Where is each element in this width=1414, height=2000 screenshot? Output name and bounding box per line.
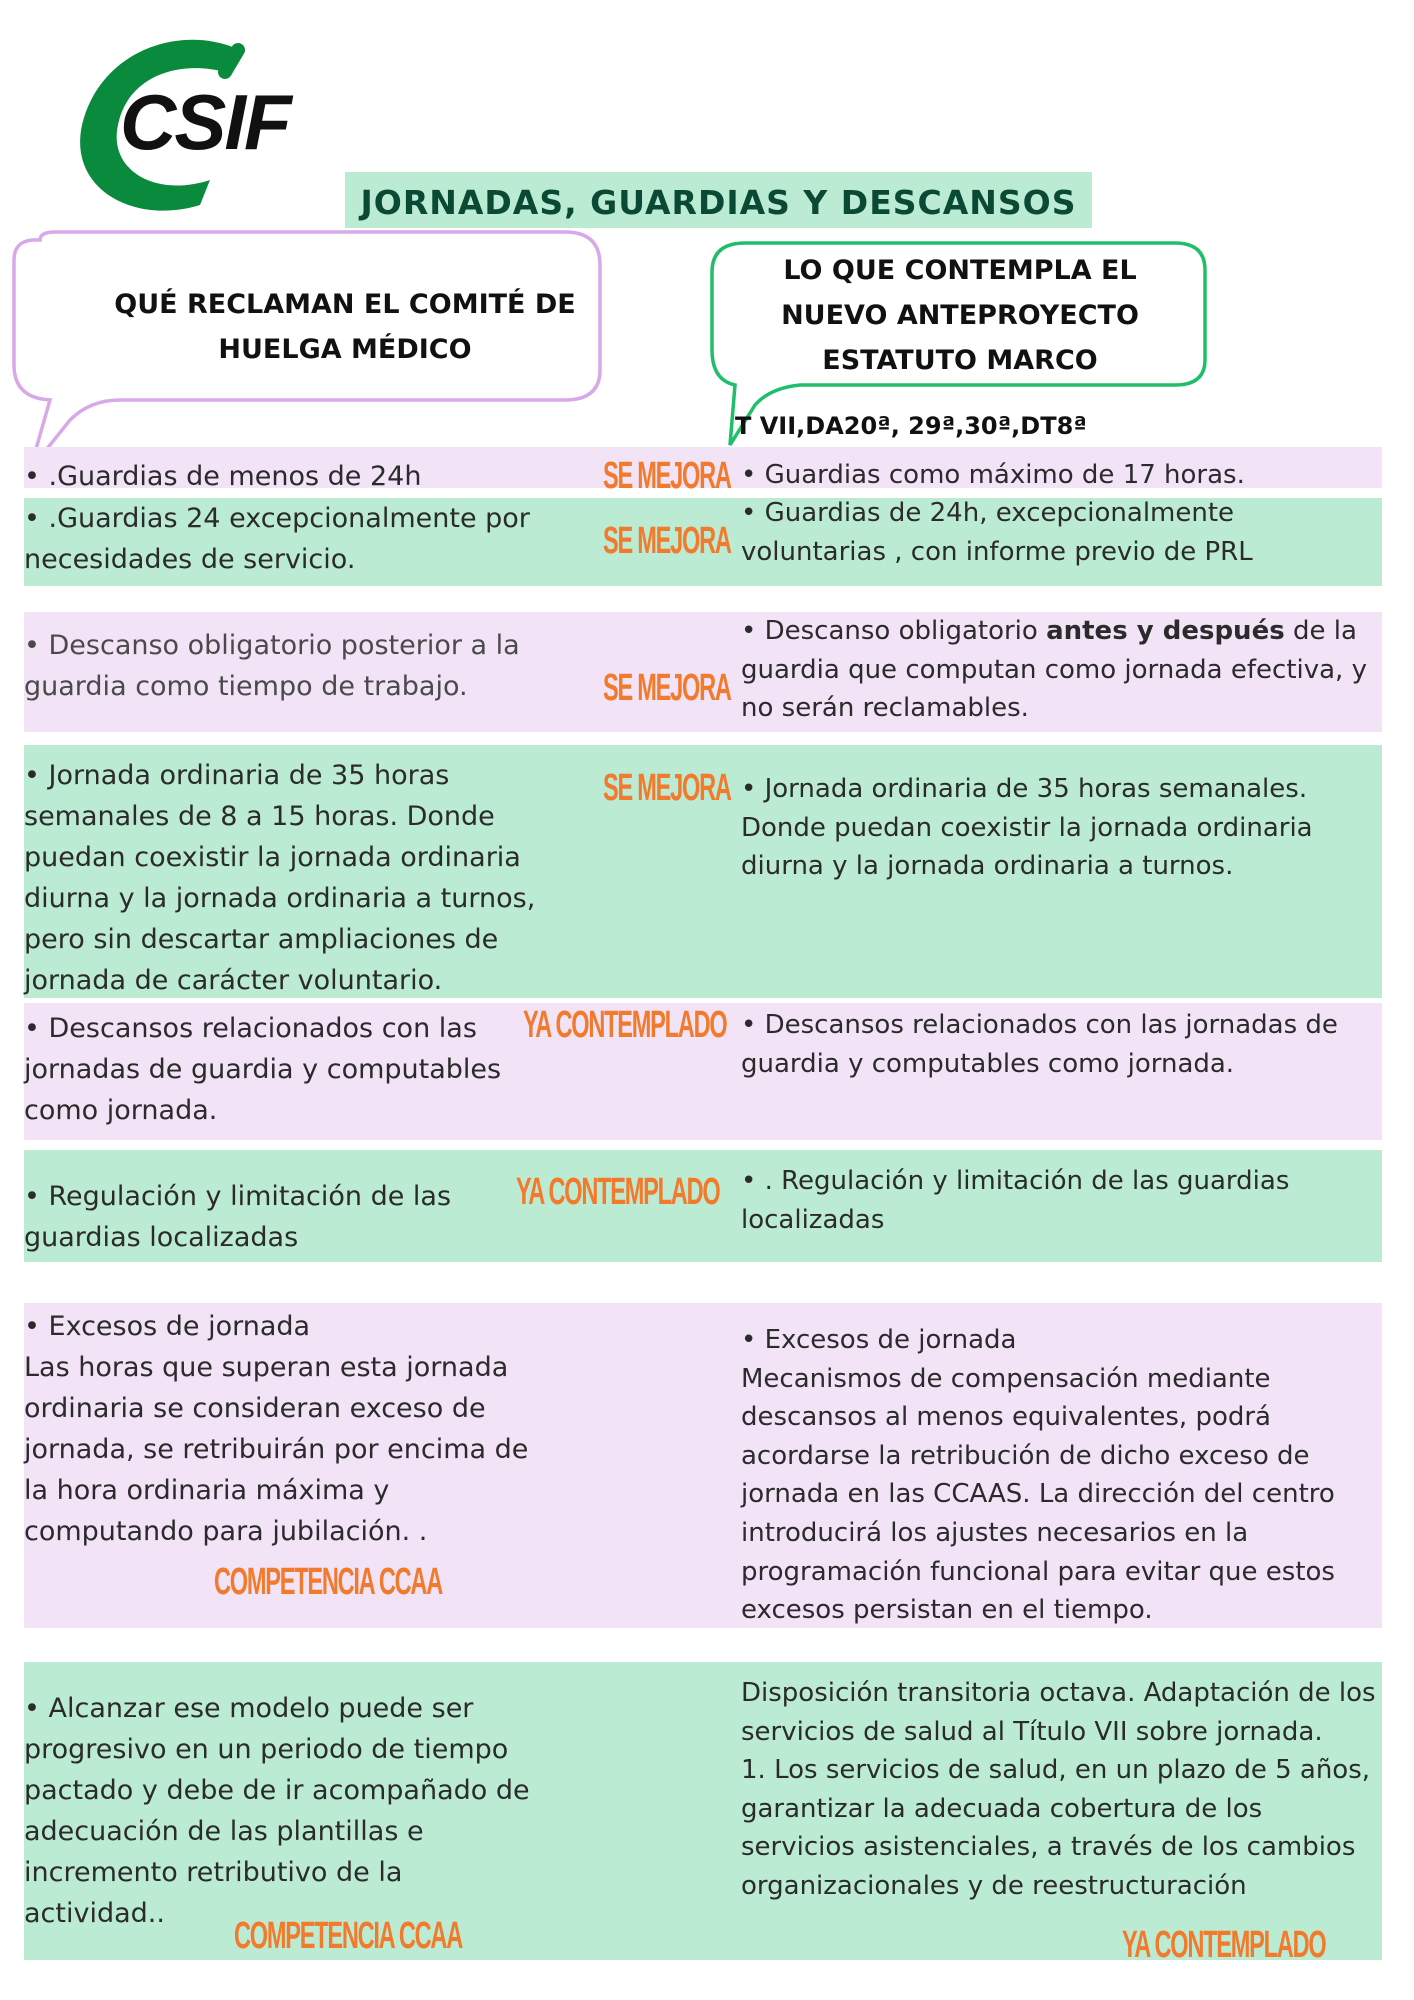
row-1-left-text: • .Guardias de menos de 24h bbox=[24, 461, 422, 492]
row-6-status-tag: YA CONTEMPLADO bbox=[516, 1171, 720, 1213]
row-3-right-text bbox=[741, 612, 1391, 728]
row-8-status-tag-2: YA CONTEMPLADO bbox=[1122, 1924, 1326, 1966]
left-bubble-line-2: HUELGA MÉDICO bbox=[218, 334, 472, 365]
right-bubble-text bbox=[740, 248, 1180, 383]
right-bubble-line-1: LO QUE CONTEMPLA EL bbox=[783, 255, 1137, 286]
row-5-right-text: • Descansos relacionados con las jornadas de guardia y computables como jornada. bbox=[741, 1010, 1338, 1079]
speech-bubbles bbox=[0, 0, 1414, 470]
row-7-left-text: • Excesos de jornada Las horas que superan esta jornada ordinaria se consideran exceso de jornada, se retribuirán por encima de la hora ordinaria máxima y computando para jubilación. . bbox=[24, 1311, 529, 1547]
row-1-status-tag: SE MEJORA bbox=[603, 455, 731, 497]
row-3-right-pre: • Descanso obligatorio bbox=[741, 616, 1047, 646]
row-5-left-text: • Descansos relacionados con las jornadas de guardia y computables como jornada. bbox=[24, 1013, 502, 1126]
csif-logo-text: CSIF bbox=[120, 78, 290, 166]
row-4-right-text: • Jornada ordinaria de 35 horas semanales. Donde puedan coexistir la jornada ordinaria diurna y la jornada ordinaria a turnos. bbox=[741, 774, 1313, 882]
row-8-status-tag: COMPETENCIA CCAA bbox=[234, 1915, 462, 1957]
row-3-status-tag: SE MEJORA bbox=[603, 667, 731, 709]
row-7-status-tag: COMPETENCIA CCAA bbox=[214, 1561, 442, 1603]
legal-reference: T VII,DA20ª, 29ª,30ª,DT8ª bbox=[735, 412, 1087, 440]
page-title: JORNADAS, GUARDIAS Y DESCANSOS bbox=[360, 183, 1077, 222]
row-3-left-text: • Descanso obligatorio posterior a la guardia como tiempo de trabajo. bbox=[24, 630, 520, 702]
row-1-right-text: • Guardias como máximo de 17 horas. bbox=[741, 460, 1245, 490]
row-6-right-text: • . Regulación y limitación de las guardias localizadas bbox=[741, 1166, 1290, 1235]
left-bubble-line-1: QUÉ RECLAMAN EL COMITÉ DE bbox=[114, 289, 576, 320]
row-2-left-text: • .Guardias 24 excepcionalmente por necesidades de servicio. bbox=[24, 503, 530, 575]
row-3-right-post: de la guardia que computan como jornada efectiva, y no serán reclamables. bbox=[741, 616, 1367, 724]
row-4-left-text: • Jornada ordinaria de 35 horas semanales de 8 a 15 horas. Donde puedan coexistir la jornada ordinaria diurna y la jornada ordinaria a turnos, pero sin descartar ampliaciones de jornada de carácter voluntario. bbox=[24, 760, 536, 996]
row-8-left-text: • Alcanzar ese modelo puede ser progresivo en un periodo de tiempo pactado y debe de ir acompañado de adecuación de las plantillas e incremento retributivo de la actividad.. bbox=[24, 1693, 530, 1929]
left-bubble-text bbox=[85, 282, 605, 372]
row-2-right-text: • Guardias de 24h, excepcionalmente voluntarias , con informe previo de PRL bbox=[741, 498, 1253, 567]
row-6-left-text: • Regulación y limitación de las guardias localizadas bbox=[24, 1181, 452, 1253]
row-3-right-bold: antes y después bbox=[1046, 616, 1285, 646]
row-7-right-text: • Excesos de jornada Mecanismos de compensación mediante descansos al menos equivalentes, podrá acordarse la retribución de dicho exceso de jornada en las CCAAS. La dirección del centro introducirá los ajustes necesarios en la programación funcional para evitar que estos excesos persistan en el tiempo. bbox=[741, 1325, 1335, 1626]
row-8-right-text: Disposición transitoria octava. Adaptación de los servicios de salud al Título VII sobre jornada. 1. Los servicios de salud, en un plazo de 5 años, garantizar la adecuada cobertura de los servicios asistenciales, a través de los cambios organizacionales y de reestructuración bbox=[741, 1678, 1376, 1901]
row-4-status-tag: SE MEJORA bbox=[603, 767, 731, 809]
row-5-status-tag: YA CONTEMPLADO bbox=[523, 1004, 727, 1046]
right-bubble-line-3: ESTATUTO MARCO bbox=[822, 345, 1098, 376]
right-bubble-line-2: NUEVO ANTEPROYECTO bbox=[781, 300, 1139, 331]
row-2-status-tag: SE MEJORA bbox=[603, 520, 731, 562]
